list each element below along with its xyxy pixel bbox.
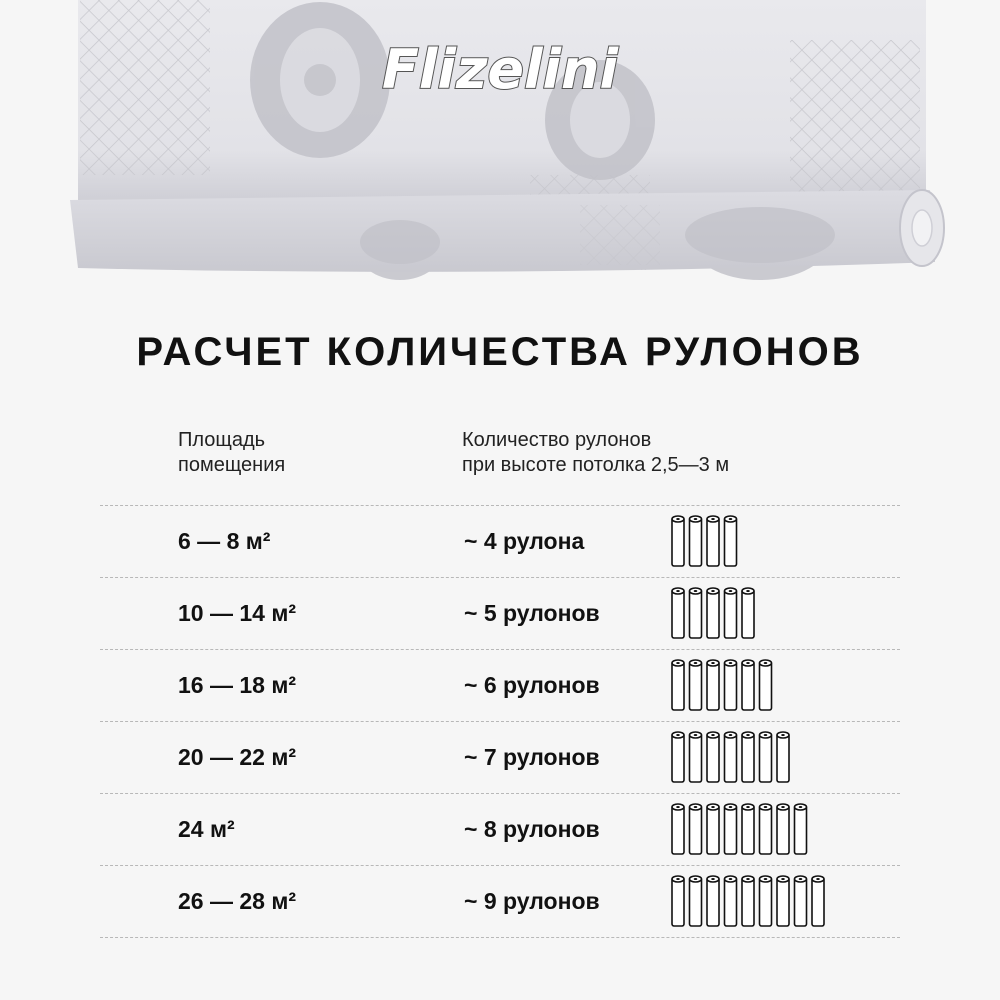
row-roll-count: ~ 8 рулонов	[464, 816, 600, 842]
roll-icons	[670, 658, 774, 714]
table-row	[100, 866, 900, 938]
row-area: 20 — 22 м²	[178, 744, 297, 770]
brand-logo-text: Flizelini	[382, 38, 618, 101]
wallpaper-roll-icon	[690, 804, 702, 854]
wallpaper-roll-icon	[672, 660, 684, 710]
wallpaper-roll-icon	[812, 876, 824, 926]
wallpaper-roll-icon	[672, 732, 684, 782]
roll-table	[100, 505, 900, 938]
row-area: 16 — 18 м²	[178, 672, 297, 698]
wallpaper-roll-icon	[690, 660, 702, 710]
column-header-rolls-line2: при высоте потолка 2,5—3 м	[462, 454, 730, 476]
row-roll-count: ~ 4 рулона	[464, 528, 585, 554]
row-area: 24 м²	[178, 816, 235, 842]
wallpaper-roll-icon	[777, 804, 789, 854]
wallpaper-roll-icon	[742, 588, 754, 638]
wallpaper-roll-icon	[742, 660, 754, 710]
wallpaper-roll-icon	[690, 732, 702, 782]
roll-icons-svg	[670, 586, 756, 642]
wallpaper-roll-icon	[725, 804, 737, 854]
roll-icons-svg	[670, 730, 791, 786]
wallpaper-roll-banner	[0, 0, 1000, 290]
column-header-area	[178, 428, 285, 478]
wallpaper-roll-icon	[725, 660, 737, 710]
roll-icons-svg	[670, 874, 826, 930]
column-header-rolls-line1: Количество рулонов	[462, 429, 652, 451]
wallpaper-roll-icon	[777, 732, 789, 782]
wallpaper-roll-icon	[742, 804, 754, 854]
wallpaper-roll-icon	[707, 660, 719, 710]
roll-icons	[670, 874, 826, 930]
wallpaper-roll-icon	[795, 804, 807, 854]
row-area: 10 — 14 м²	[178, 600, 297, 626]
roll-icons-svg	[670, 514, 739, 570]
wallpaper-roll-icon	[707, 804, 719, 854]
wallpaper-roll-icon	[707, 516, 719, 566]
roll-icons-svg	[670, 658, 774, 714]
column-header-area-line2: помещения	[178, 454, 286, 476]
row-roll-count: ~ 9 рулонов	[464, 888, 600, 914]
wallpaper-roll-icon	[690, 588, 702, 638]
wallpaper-roll-icon	[760, 732, 772, 782]
column-header-rolls	[462, 428, 729, 478]
wallpaper-roll-icon	[760, 876, 772, 926]
roll-icons	[670, 586, 756, 642]
wallpaper-roll-icon	[672, 516, 684, 566]
wallpaper-roll-icon	[725, 588, 737, 638]
row-area: 26 — 28 м²	[178, 888, 297, 914]
brand-logo	[382, 38, 619, 101]
wallpaper-roll-icon	[760, 660, 772, 710]
wallpaper-roll-icon	[795, 876, 807, 926]
roll-icons-svg	[670, 802, 809, 858]
row-roll-count: ~ 7 рулонов	[464, 744, 600, 770]
row-roll-count: ~ 6 рулонов	[464, 672, 600, 698]
column-header-area-line1: Площадь	[178, 429, 266, 451]
wallpaper-roll-icon	[742, 732, 754, 782]
wallpaper-roll-icon	[690, 516, 702, 566]
wallpaper-roll-icon	[707, 588, 719, 638]
wallpaper-roll-icon	[690, 876, 702, 926]
wallpaper-roll-icon	[742, 876, 754, 926]
wallpaper-roll-icon	[707, 732, 719, 782]
wallpaper-roll-icon	[725, 876, 737, 926]
wallpaper-roll-icon	[760, 804, 772, 854]
roll-icons	[670, 730, 791, 786]
row-area: 6 — 8 м²	[178, 528, 271, 554]
wallpaper-roll-icon	[672, 804, 684, 854]
wallpaper-roll-icon	[725, 732, 737, 782]
wallpaper-roll-icon	[672, 588, 684, 638]
roll-icons	[670, 802, 809, 858]
page-title: РАСЧЕТ КОЛИЧЕСТВА РУЛОНОВ	[136, 330, 864, 374]
wallpaper-roll-icon	[672, 876, 684, 926]
table-row	[100, 506, 900, 578]
table-row	[100, 722, 900, 794]
wallpaper-roll-icon	[777, 876, 789, 926]
wallpaper-roll-image	[0, 0, 1000, 290]
row-roll-count: ~ 5 рулонов	[464, 600, 600, 626]
table-row	[100, 794, 900, 866]
roll-icons	[670, 514, 739, 570]
table-row	[100, 650, 900, 722]
wallpaper-roll-icon	[707, 876, 719, 926]
table-row	[100, 578, 900, 650]
wallpaper-roll-icon	[725, 516, 737, 566]
